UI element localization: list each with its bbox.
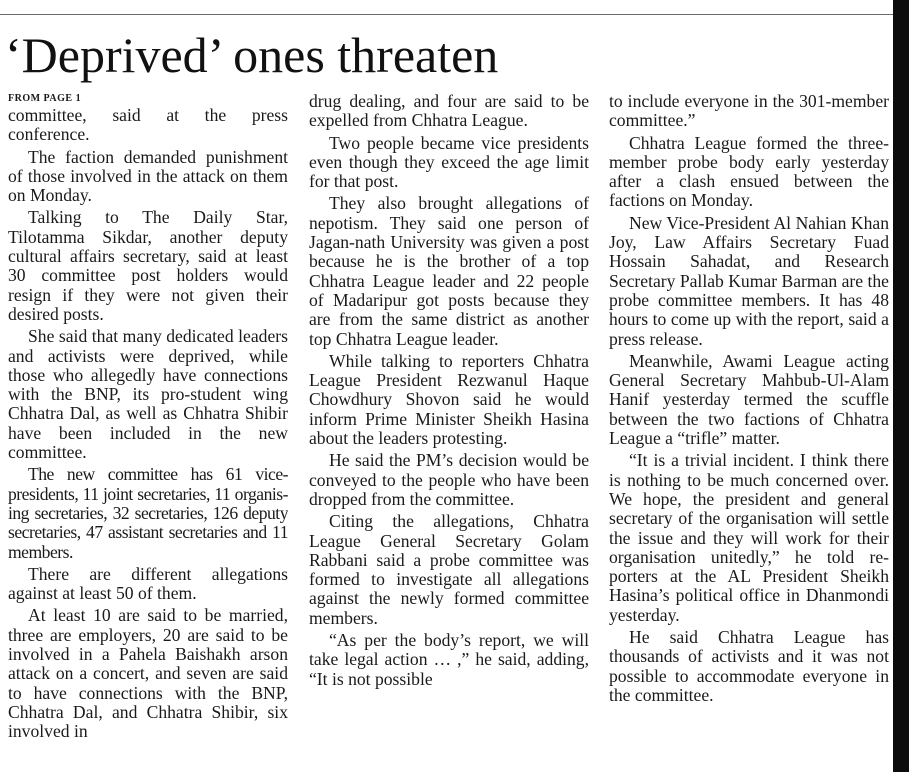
paragraph: “As per the body’s report, we will take legal action … ,” he said, adding, “It is not possible (309, 630, 589, 689)
from-page-label: FROM PAGE 1 (8, 93, 82, 104)
paragraph: There are different allegations against at least 50 of them. (8, 563, 288, 604)
paragraph: Citing the allegations, Chhatra League General Secretary Golam Rabbani said a probe committee was formed to investigate all allegations against the newly formed committee members. (309, 511, 589, 628)
headline: ‘Deprived’ ones threaten (5, 27, 499, 83)
article-column-2 (309, 92, 589, 772)
paragraph: New Vice-President Al Nahian Khan Joy, Law Affairs Secretary Fuad Hossain Sahadat, and Research Secretary Pallab Kumar Barman are the probe committee members. It has 48 hours to come up with the report, said a press release. (609, 212, 889, 349)
paragraph: At least 10 are said to be married, three are employers, 20 are said to be involved in a Pahela Baishakh arson attack on a concert, and seven are said to have connections with the BNP, Chhatra Dal, and Chhatra Shibir, six involved in (8, 605, 288, 742)
paragraph: She said that many dedicated leaders and activists were deprived, while those who allegedly have connections with the BNP, its pro-student wing Chhatra Dal, as well as Chhatra Shibir have been included in the new committee. (8, 326, 288, 463)
paragraph: “It is a trivial incident. I think there is nothing to be much concerned over. We hope, the president and general secretary of the organisation will settle the issue and they will work for their organisation unitedly,” he told re-porters at the AL President Sheikh Hasina’s political office in Dhanmondi yesterday. (609, 450, 889, 625)
paragraph: Meanwhile, Awami League acting General Secretary Mahbub-Ul-Alam Hanif yesterday termed the scuffle between the two factions of Chhatra League a “trifle” matter. (609, 350, 889, 449)
paragraph: While talking to reporters Chhatra League President Rezwanul Haque Chowdhury Shovon said he would inform Prime Minister Sheikh Hasina about the leaders protesting. (309, 350, 589, 449)
paragraph: The faction demanded punishment of those involved in the attack on them on Monday. (8, 146, 288, 206)
paragraph: They also brought allegations of nepotism. They said one person of Jagan-nath University was given a post because he is the brother of a top Chhatra League leader and 22 people of Madaripur got posts because they are from the same district as another top Chhatra League leader. (309, 193, 589, 349)
paragraph: He said the PM’s decision would be conveyed to the people who have been dropped from the committee. (309, 450, 589, 509)
article-column-3 (609, 92, 889, 772)
paragraph: drug dealing, and four are said to be expelled from Chhatra League. (309, 92, 589, 131)
page-edge-bar (893, 0, 909, 772)
paragraph: to include everyone in the 301-member committee.” (609, 92, 889, 131)
paragraph: Two people became vice presidents even though they exceed the age limit for that post. (309, 132, 589, 192)
paragraph: The new committee has 61 vice-presidents, 11 joint secretaries, 11 organis-ing secretaries, 32 secretaries, 126 deputy secretaries, 47 assistant secretaries and 11 members. (8, 464, 288, 562)
paragraph: Chhatra League formed the three-member probe body early yesterday after a clash ensued between the factions on Monday. (609, 132, 889, 211)
paragraph: He said Chhatra League has thousands of activists and it was not possible to accommodate everyone in the committee. (609, 627, 889, 705)
paragraph: Talking to The Daily Star, Tilotamma Sikdar, another deputy cultural affairs secretary, said at least 30 committee post holders would resign if they were not given their desired posts. (8, 207, 288, 324)
top-rule (0, 14, 893, 15)
paragraph: committee, said at the press conference. (8, 105, 288, 145)
article-column-1 (8, 92, 288, 772)
